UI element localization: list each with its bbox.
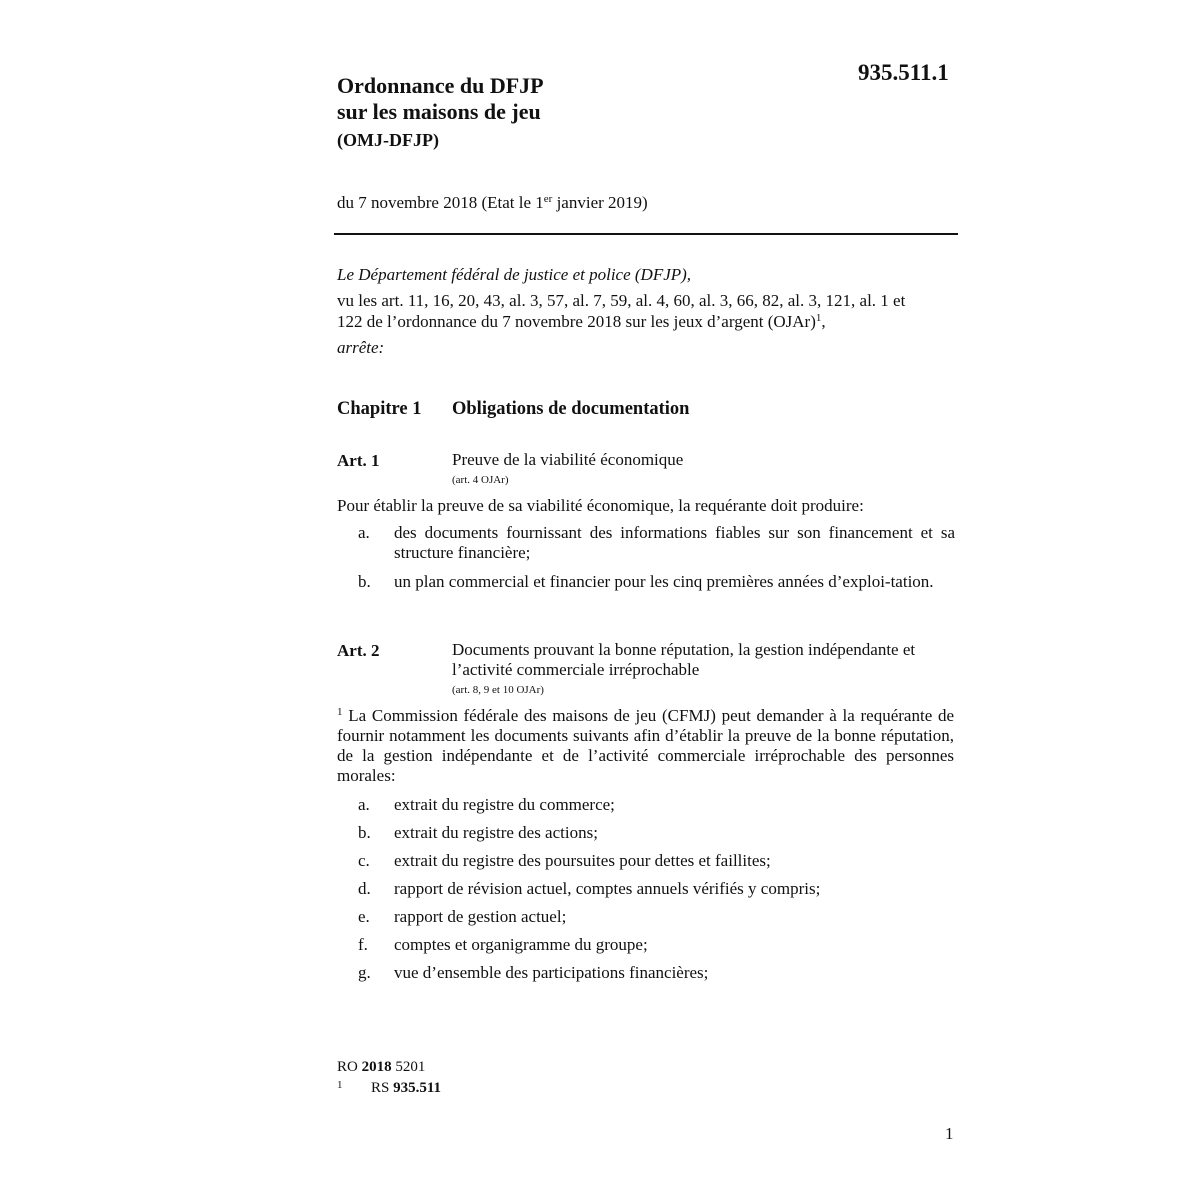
list-item-letter: a. [358,523,370,542]
title-line-1: Ordonnance du DFJP [337,73,544,98]
footer-ro-reference [337,1059,425,1076]
list-item-text: comptes et organigramme du groupe; [394,935,648,954]
preamble-authority: Le Département fédéral de justice et police (DFJP), [337,265,692,284]
article-2-label: Art. 2 [337,641,380,660]
list-item-text: extrait du registre du commerce; [394,795,615,814]
sr-number: 935.511.1 [858,60,949,85]
article-2-title: Documents prouvant la bonne réputation, la gestion indépendante et l’activité commerciale irréprochable [452,640,916,679]
header-divider [334,233,958,235]
list-item-text: un plan commercial et financier pour les cinq premières années d’exploi-tation. [394,572,934,591]
list-item-text: extrait du registre des actions; [394,823,598,842]
list-item-letter: c. [358,851,370,870]
footnote-number: 1 [337,1079,343,1091]
chapter-title: Obligations de documentation [452,399,690,419]
list-item-letter: d. [358,879,371,898]
date-superscript: er [543,193,553,205]
title-line-2: sur les maisons de jeu [337,99,541,124]
footnote-reference: 935.511 [393,1080,442,1096]
article-2-paragraph-1 [337,706,954,786]
list-item-letter: b. [358,823,371,842]
ro-page: 5201 [391,1059,426,1075]
preamble-decree: arrête: [337,338,385,357]
preamble-basis-line-1: vu les art. 11, 16, 20, 43, al. 3, 57, al. 7, 59, al. 4, 60, al. 3, 66, 82, al. 3, 121, al. 1 et [337,291,906,310]
ro-prefix: RO [337,1059,362,1075]
date-text-end: janvier 2019) [552,193,648,212]
date-text: du 7 novembre 2018 (Etat le 1 [337,193,544,212]
list-item-text: des documents fournissant des informations fiables sur son financement et sa structure financière; [394,523,955,562]
list-item-letter: b. [358,572,371,591]
article-2-reference: (art. 8, 9 et 10 OJAr) [452,684,544,696]
basis-text: 122 de l’ordonnance du 7 novembre 2018 sur les jeux d’argent (OJAr) [337,312,816,331]
list-item-letter: f. [358,935,368,954]
footnote-ref-1[interactable]: 1 [815,312,822,324]
paragraph-text: La Commission fédérale des maisons de jeu (CFMJ) peut demander à la requérante de fournir notamment les documents suivants afin d’établir la preuve de la bonne réputation, de la gestion indépendante et de l’activité commerciale irréprochable des personnes morales: [337,706,954,785]
basis-end: , [821,312,826,331]
paragraph-number: 1 [337,706,343,718]
article-1-reference: (art. 4 OJAr) [452,474,509,486]
article-1-label: Art. 1 [337,451,380,470]
date-line [337,193,648,213]
article-1-intro: Pour établir la preuve de sa viabilité économique, la requérante doit produire: [337,496,864,515]
list-item-text: extrait du registre des poursuites pour dettes et faillites; [394,851,771,870]
article-1-title: Preuve de la viabilité économique [452,450,684,469]
ro-year: 2018 [361,1059,392,1075]
list-item-letter: a. [358,795,370,814]
footnote-prefix: RS [371,1080,394,1096]
page-number: 1 [945,1124,954,1143]
chapter-label: Chapitre 1 [337,399,422,419]
list-item-text: rapport de révision actuel, comptes annuels vérifiés y compris; [394,879,821,898]
footnote-text [371,1080,441,1097]
title-abbreviation: (OMJ-DFJP) [337,130,439,150]
list-item-text: rapport de gestion actuel; [394,907,567,926]
list-item-letter: e. [358,907,370,926]
list-item-letter: g. [358,963,371,982]
preamble-basis-line-2 [337,312,826,332]
list-item-text: vue d’ensemble des participations financières; [394,963,709,982]
